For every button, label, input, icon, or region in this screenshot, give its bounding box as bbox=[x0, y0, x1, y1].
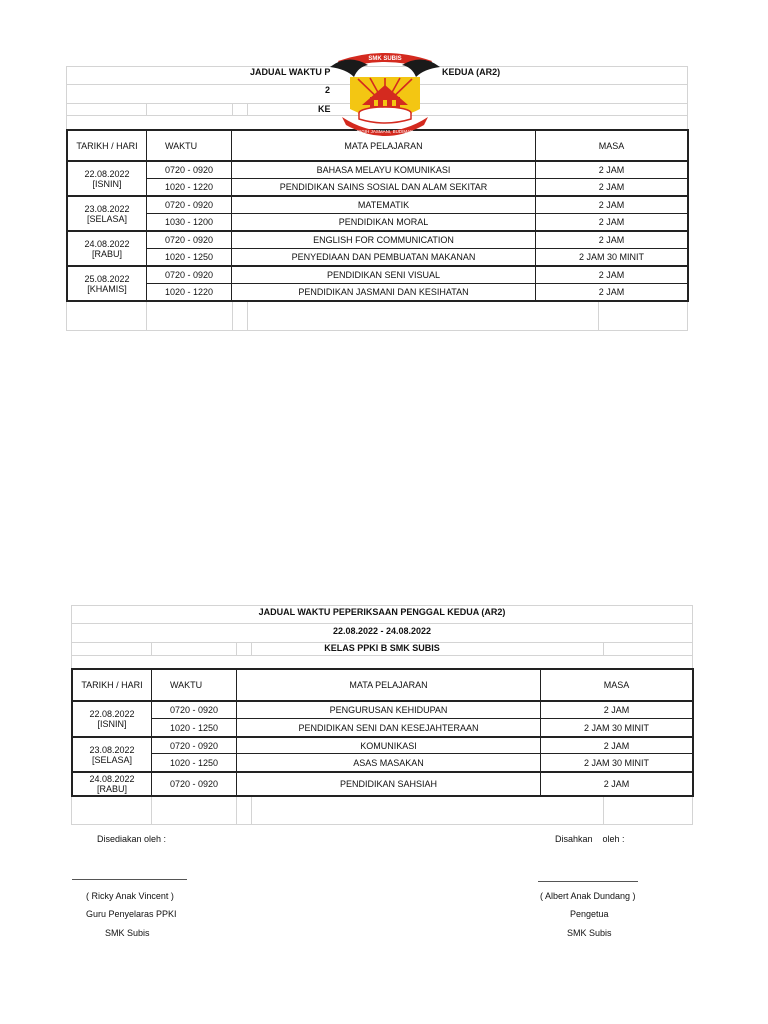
date-text: 24.08.2022 bbox=[84, 238, 130, 249]
duration-cell: 2 JAM bbox=[603, 705, 630, 715]
header-tarikh: TARIKH / HARI bbox=[76, 140, 138, 151]
duration-cell: 2 JAM bbox=[603, 740, 630, 751]
signer-role: Guru Penyelaras PPKI bbox=[86, 909, 177, 919]
day-text: [ISNIN] bbox=[97, 719, 127, 729]
time-cell: 0720 - 0920 bbox=[169, 779, 219, 789]
time-cell: 0720 - 0920 bbox=[169, 740, 219, 751]
time-cell: 1020 - 1220 bbox=[164, 287, 214, 297]
day-text: [RABU] bbox=[91, 248, 122, 259]
duration-cell: 2 JAM bbox=[598, 235, 625, 245]
timetable-class: KELAS PPKI B SMK SUBIS bbox=[324, 643, 440, 653]
date-text: 22.08.2022 bbox=[89, 709, 135, 719]
duration-cell: 2 JAM bbox=[598, 182, 625, 192]
date-text: 25.08.2022 bbox=[84, 273, 130, 284]
duration-cell: 2 JAM bbox=[603, 779, 630, 789]
timetable-class: KE bbox=[318, 104, 331, 114]
subject-cell: PENYEDIAAN DAN PEMBUATAN MAKANAN bbox=[291, 252, 476, 262]
timetable-date-range: 2 bbox=[325, 85, 331, 95]
time-cell: 0720 - 0920 bbox=[164, 165, 214, 175]
signature-line bbox=[72, 879, 187, 880]
school-logo bbox=[328, 47, 442, 137]
time-cell: 1020 - 1250 bbox=[169, 722, 219, 733]
day-text: [KHAMIS] bbox=[87, 283, 127, 294]
time-cell: 0720 - 0920 bbox=[169, 705, 219, 715]
subject-cell: ENGLISH FOR COMMUNICATION bbox=[313, 235, 454, 245]
duration-cell: 2 JAM bbox=[598, 165, 625, 175]
subject-cell: PENDIDIKAN SENI DAN KESEJAHTERAAN bbox=[298, 722, 479, 733]
date-text: 23.08.2022 bbox=[84, 203, 130, 214]
subject-cell: BAHASA MELAYU KOMUNIKASI bbox=[316, 165, 451, 175]
subject-cell: PENDIDIKAN JASMANI DAN KESIHATAN bbox=[298, 287, 469, 297]
logo-banner-text: SMK SUBIS bbox=[368, 56, 402, 62]
day-text: [ISNIN] bbox=[92, 178, 122, 189]
subject-cell: PENDIDIKAN MORAL bbox=[338, 217, 429, 227]
subject-cell: PENDIDIKAN SAINS SOSIAL DAN ALAM SEKITAR bbox=[279, 182, 488, 192]
date-cell bbox=[68, 267, 146, 300]
duration-cell: 2 JAM bbox=[598, 270, 625, 280]
subject-cell: PENDIDIKAN SAHSIAH bbox=[339, 779, 438, 789]
signature-line bbox=[538, 881, 638, 882]
date-cell bbox=[68, 162, 146, 195]
subject-cell: PENDIDIKAN SENI VISUAL bbox=[326, 270, 441, 280]
duration-cell: 2 JAM 30 MINIT bbox=[578, 252, 644, 262]
time-cell: 1020 - 1250 bbox=[169, 757, 219, 768]
date-cell bbox=[68, 232, 146, 265]
header-masa: MASA bbox=[603, 680, 630, 690]
time-cell: 1020 - 1220 bbox=[164, 182, 214, 192]
subject-cell: PENGURUSAN KEHIDUPAN bbox=[329, 705, 448, 715]
time-cell: 1020 - 1250 bbox=[164, 252, 214, 262]
timetable-title: JADUAL WAKTU PEPERIKSAAN PENGGAL KEDUA (AR2) bbox=[258, 607, 506, 617]
duration-cell: 2 JAM 30 MINIT bbox=[583, 757, 649, 768]
duration-cell: 2 JAM bbox=[598, 200, 625, 210]
prepared-by-label: Disediakan oleh : bbox=[97, 834, 167, 844]
duration-cell: 2 JAM 30 MINIT bbox=[583, 722, 649, 733]
time-cell: 0720 - 0920 bbox=[164, 235, 214, 245]
date-cell bbox=[73, 773, 151, 795]
header-waktu: WAKTU bbox=[165, 140, 198, 151]
date-cell bbox=[73, 702, 151, 736]
timetable-title-left: JADUAL WAKTU P bbox=[250, 67, 331, 77]
date-cell bbox=[73, 738, 151, 771]
duration-cell: 2 JAM bbox=[598, 217, 625, 227]
header-mata-pelajaran: MATA PELAJARAN bbox=[349, 680, 428, 690]
signer-name: ( Albert Anak Dundang ) bbox=[540, 891, 636, 901]
logo-motto-text: GIGIH JASMANI, BUDIMAN bbox=[356, 129, 414, 134]
date-cell bbox=[68, 197, 146, 230]
day-text: [RABU] bbox=[96, 784, 127, 794]
header-waktu: WAKTU bbox=[170, 680, 203, 690]
signer-school: SMK Subis bbox=[105, 928, 150, 938]
signer-role: Pengetua bbox=[570, 909, 609, 919]
approved-by-label: Disahkan oleh : bbox=[555, 834, 625, 844]
signer-name: ( Ricky Anak Vincent ) bbox=[86, 891, 174, 901]
timetable-date-range: 22.08.2022 - 24.08.2022 bbox=[332, 626, 432, 636]
header-tarikh: TARIKH / HARI bbox=[81, 680, 143, 690]
duration-cell: 2 JAM bbox=[598, 287, 625, 297]
date-text: 22.08.2022 bbox=[84, 168, 130, 179]
time-cell: 1030 - 1200 bbox=[164, 217, 214, 227]
header-masa: MASA bbox=[598, 140, 625, 151]
subject-cell: ASAS MASAKAN bbox=[353, 757, 424, 768]
date-text: 23.08.2022 bbox=[89, 744, 135, 755]
timetable-title-right: KEDUA (AR2) bbox=[442, 67, 501, 77]
signer-school: SMK Subis bbox=[567, 928, 612, 938]
subject-cell: KOMUNIKASI bbox=[360, 740, 417, 751]
header-mata-pelajaran: MATA PELAJARAN bbox=[344, 140, 423, 151]
time-cell: 0720 - 0920 bbox=[164, 270, 214, 280]
day-text: [SELASA] bbox=[91, 754, 133, 765]
subject-cell: MATEMATIK bbox=[357, 200, 410, 210]
date-text: 24.08.2022 bbox=[89, 774, 135, 784]
time-cell: 0720 - 0920 bbox=[164, 200, 214, 210]
day-text: [SELASA] bbox=[86, 213, 128, 224]
